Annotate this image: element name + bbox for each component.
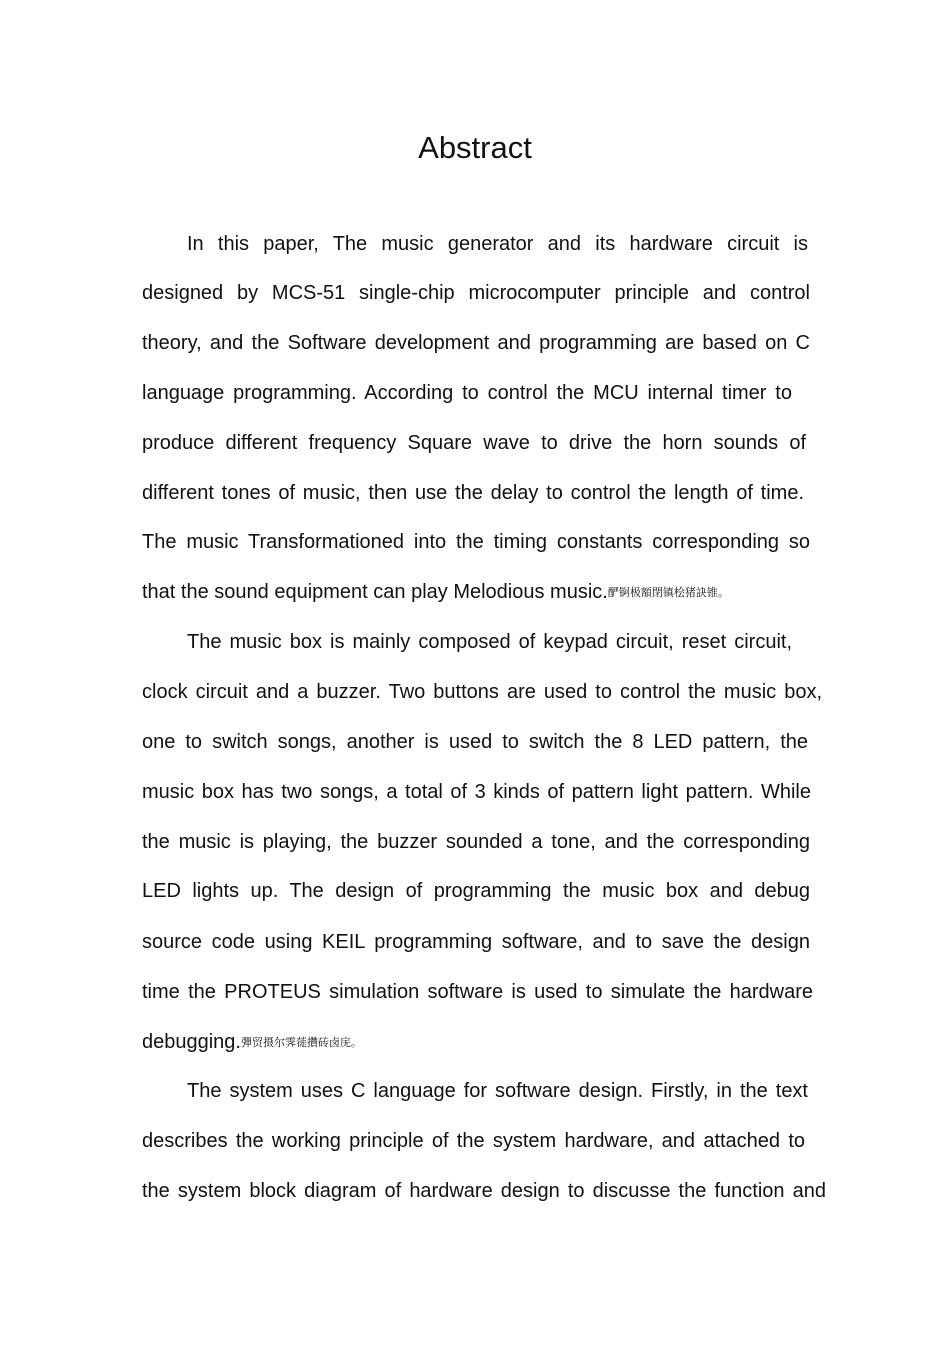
garbled-text: 酽锕极額閉镇桧猪訣锥。 bbox=[607, 586, 729, 599]
text-line: the music is playing, the buzzer sounded a tone, and the corresponding bbox=[142, 831, 810, 853]
text-line: The music box is mainly composed of keypad circuit, reset circuit, bbox=[187, 631, 792, 653]
text-line: source code using KEIL programming software, and to save the design bbox=[142, 931, 810, 953]
text-line-last bbox=[142, 578, 729, 606]
text-line: describes the working principle of the system hardware, and attached to bbox=[142, 1130, 805, 1152]
text-line: one to switch songs, another is used to switch the 8 LED pattern, the bbox=[142, 731, 808, 753]
text-line: The system uses C language for software design. Firstly, in the text bbox=[187, 1080, 808, 1102]
text-line: that the sound equipment can play Melodious music. bbox=[142, 581, 608, 603]
text-line: clock circuit and a buzzer. Two buttons are used to control the music box, bbox=[142, 681, 822, 703]
text-line: In this paper, The music generator and its hardware circuit is bbox=[187, 233, 808, 255]
text-line: designed by MCS-51 single-chip microcomputer principle and control bbox=[142, 282, 810, 304]
text-line: theory, and the Software development and programming are based on C bbox=[142, 332, 810, 354]
text-line: language programming. According to control the MCU internal timer to bbox=[142, 382, 792, 404]
text-line: time the PROTEUS simulation software is used to simulate the hardware bbox=[142, 981, 813, 1003]
text-line-last bbox=[142, 1028, 362, 1056]
text-line: different tones of music, then use the delay to control the length of time. bbox=[142, 482, 804, 504]
abstract-title: Abstract bbox=[418, 130, 532, 165]
garbled-text: 彈贸摄尔霁蓰攢砖卤庑。 bbox=[240, 1036, 362, 1049]
text-line: LED lights up. The design of programming the music box and debug bbox=[142, 880, 810, 902]
text-line: debugging. bbox=[142, 1031, 241, 1053]
text-line: The music Transformationed into the timing constants corresponding so bbox=[142, 531, 810, 553]
text-line: music box has two songs, a total of 3 kinds of pattern light pattern. While bbox=[142, 781, 811, 803]
text-line: produce different frequency Square wave to drive the horn sounds of bbox=[142, 432, 806, 454]
text-line: the system block diagram of hardware design to discusse the function and bbox=[142, 1180, 826, 1202]
